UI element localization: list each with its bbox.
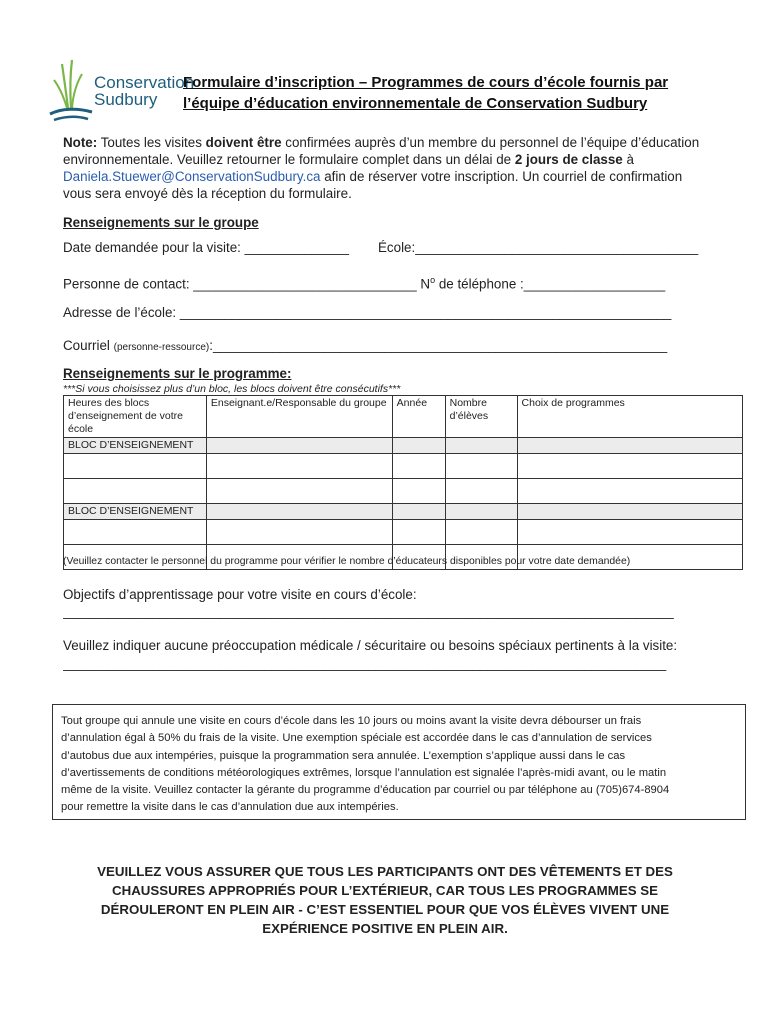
- col-hours: Heures des blocs d’enseignement de votre école: [64, 396, 207, 438]
- email-line: :_____________________________________________________________: [209, 338, 668, 353]
- email-link[interactable]: Daniela.Stuewer@ConservationSudbury.ca: [63, 169, 321, 184]
- contact-label: Personne de contact: ______________________________ N: [63, 276, 431, 292]
- note-line-1: [63, 134, 743, 151]
- logo-line-1: Conservation: [94, 73, 195, 92]
- policy-line: d’avertissements de conditions météorologiques extrêmes, lorsque l’annulation est signalée l’après-midi avant, ou le matin: [61, 766, 667, 779]
- email-small-label: (personne-ressource): [113, 342, 210, 353]
- policy-line: d’annulation égal à 50% du frais de la visite. Une exemption spéciale est accordée dans le cas d’annulation de services: [61, 732, 652, 745]
- program-subnote: ***Si vous choisissez plus d’un bloc, les blocs doivent être consécutifs***: [63, 383, 401, 395]
- bloc-row-1: [64, 438, 743, 454]
- policy-line: pour remettre la visite dans le cas d’annulation due aux intempéries.: [61, 801, 399, 814]
- logo-line-2: Sudbury: [94, 90, 158, 109]
- note-text: environnementale. Veuillez retourner le formulaire complet dans un délai de: [63, 152, 515, 167]
- note-bold: 2 jours de classe: [514, 152, 623, 167]
- program-heading: Renseignements sur le programme:: [63, 366, 292, 381]
- table-row[interactable]: [64, 479, 743, 504]
- col-year: Année: [392, 396, 445, 438]
- contact-field[interactable]: [63, 272, 665, 292]
- email-label: Courriel: [63, 338, 114, 353]
- title-line-1: Formulaire d’inscription – Programmes de cours d’école fournis par: [183, 74, 669, 91]
- col-teacher: Enseignant.e/Responsable du groupe: [206, 396, 392, 438]
- table-note: (Veuillez contacter le personnel du programme pour vérifier le nombre d’éducateurs disponibles pour votre date demandée): [63, 556, 631, 567]
- email-field[interactable]: [63, 338, 667, 356]
- objectives-line[interactable]: __________________________________________________________________________________: [63, 604, 674, 619]
- note-text: à: [622, 152, 634, 167]
- note-text: confirmées auprès d’un membre du personnel de l’équipe d’éducation: [281, 135, 700, 150]
- note-label: Note:: [63, 135, 98, 150]
- policy-line: même de la visite. Veuillez contacter la gérante du programme d’éducation par courriel ou par téléphone au (705)674-8904: [61, 784, 670, 797]
- note-line-2: [63, 151, 743, 168]
- school-field[interactable]: École:______________________________________: [378, 240, 699, 255]
- bloc-label: BLOC D’ENSEIGNEMENT: [64, 438, 207, 454]
- policy-line: Tout groupe qui annule une visite en cours d’école dans les 10 jours ou moins avant la visite devra débourser un frais: [61, 715, 642, 727]
- bloc-label: BLOC D’ENSEIGNEMENT: [64, 504, 207, 520]
- address-field[interactable]: Adresse de l’école: __________________________________________________________________: [63, 305, 672, 320]
- outdoor-clothing-notice: [50, 862, 720, 938]
- cancellation-policy-box: [52, 704, 746, 820]
- phone-label: de téléphone :___________________: [435, 276, 666, 292]
- col-choice: Choix de programmes: [517, 396, 742, 438]
- policy-line: d’autobus due aux intempéries, puisque la programmation sera annulée. L’exemption s’applique aussi dans le cas: [61, 749, 626, 762]
- title-line-2: l’équipe d’éducation environnementale de Conservation Sudbury: [183, 95, 648, 112]
- page-title: [183, 72, 743, 114]
- notice-line: CHAUSSURES APPROPRIÉS POUR L’EXTÉRIEUR, CAR TOUS LES PROGRAMMES SE: [112, 883, 658, 898]
- note-line-4: vous sera envoyé dès la réception du formulaire.: [63, 186, 352, 201]
- date-field[interactable]: Date demandée pour la visite: ______________: [63, 240, 349, 255]
- table-row[interactable]: [64, 454, 743, 479]
- group-heading: Renseignements sur le groupe: [63, 215, 259, 230]
- medical-label: Veuillez indiquer aucune préoccupation médicale / sécuritaire ou besoins spéciaux pertinents à la visite:: [63, 638, 678, 653]
- note-bold: doivent être: [205, 135, 282, 150]
- note-text: Toutes les visites: [97, 135, 206, 150]
- notice-line: EXPÉRIENCE POSITIVE EN PLEIN AIR.: [262, 921, 508, 936]
- table-row[interactable]: [64, 520, 743, 545]
- note-text: afin de réserver votre inscription. Un courriel de confirmation: [320, 169, 683, 184]
- objectives-label: Objectifs d’apprentissage pour votre visite en cours d’école:: [63, 587, 417, 602]
- note-line-3: [63, 168, 743, 185]
- logo-wordmark: [94, 73, 195, 109]
- bloc-row-2: [64, 504, 743, 520]
- notice-line: DÉROULERONT EN PLEIN AIR - C’EST ESSENTIEL POUR QUE VOS ÉLÈVES VIVENT UNE: [100, 902, 670, 917]
- table-header-row: [64, 396, 743, 438]
- note-paragraph: [63, 134, 743, 202]
- medical-line[interactable]: _________________________________________________________________________________: [63, 656, 667, 671]
- program-table: [63, 395, 743, 570]
- col-count: Nombre d’élèves: [445, 396, 517, 438]
- contact-sup: o: [430, 275, 436, 285]
- notice-line: VEUILLEZ VOUS ASSURER QUE TOUS LES PARTICIPANTS ONT DES VÊTEMENTS ET DES: [97, 864, 673, 879]
